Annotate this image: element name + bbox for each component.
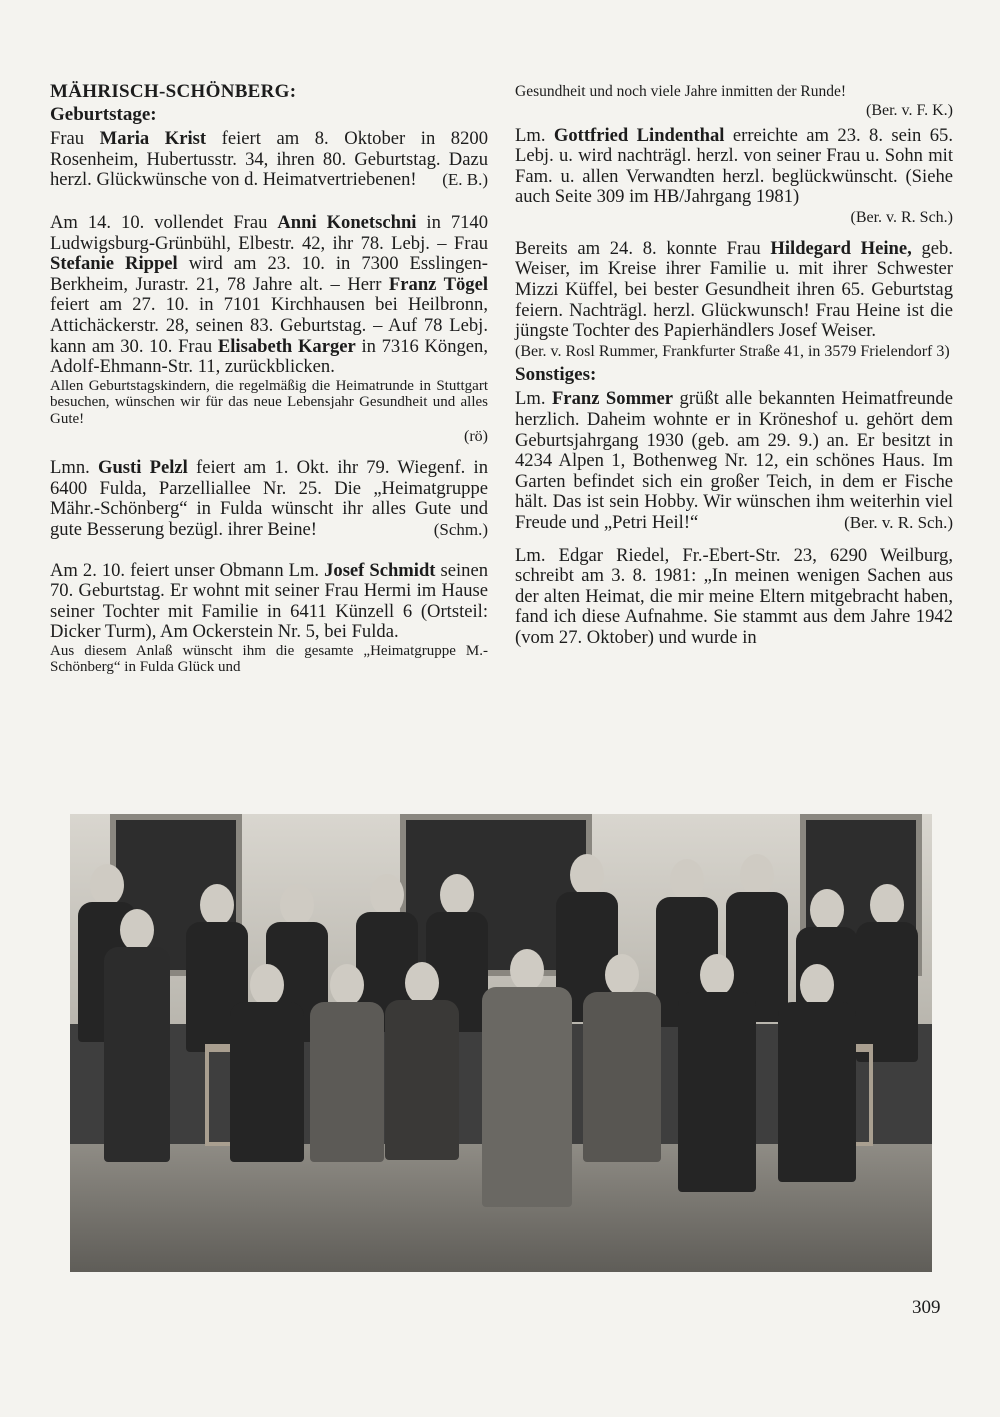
entry-hildegard-heine: Bereits am 24. 8. konnte Frau Hildegard Heine, geb. Weiser, im Kreise ihrer Familie u. mit ihrer Schwester Mizzi Küffel, bei bester Gesundheit ihren 65. Geburtstag feiern. Nachträgl. herzl. Glückwunsch! Frau Heine ist die jüngste Tochter des Papierhändlers Josef Weiser. (Ber. v. Rosl Rummer, Frankfurter Straße 41, in 3579 Frielendorf 3) [515,237,953,360]
right-column [515,84,953,661]
entry-maria-krist: Frau Maria Krist feiert am 8. Oktober in 8200 Rosenheim, Hubertusstr. 34, ihren 80. Geburtstag. Dazu herzl. Glückwünsche von d. Heimatvertriebenen! (E. B.) [50,128,488,191]
signature: (Ber. v. R. Sch.) [850,208,953,226]
signature: (rö) [464,428,488,446]
entry-gottfried-lindenthal: Lm. Gottfried Lindenthal erreichte am 23. 8. sein 65. Lebj. u. wird nachträgl. herzl. von seiner Frau u. Sohn mit Fam. u. allen Verwandten herzl. beglückwünscht. (Siehe auch Seite 309 im HB/Jahrgang 1981) (Ber. v. R. Sch.) [515,124,953,226]
group-photo [70,814,932,1272]
entry-edgar-riedel: Lm. Edgar Riedel, Fr.-Ebert-Str. 23, 6290 Weilburg, schreibt am 3. 8. 1981: „In meinen wenigen Sachen aus der alten Heimat, die mir meine Eltern mitgebracht haben, fand ich diese Aufnahme. Sie stammt aus dem Jahre 1942 (vom 27. Oktober) und wurde in [515,544,953,648]
subheading-misc: Sonstiges: [515,363,597,385]
signature: (Ber. v. F. K.) [865,101,953,119]
signature: (Ber. v. R. Sch.) [844,513,953,532]
name-maria-krist: Maria Krist [99,128,207,150]
section-heading: MÄHRISCH-SCHÖNBERG: [50,81,297,102]
entry-stuttgart-birthdays: Am 14. 10. vollendet Frau Anni Konetschni in 7140 Ludwigsburg-Grünbühl, Elbestr. 42, ihr 78. Lebj. – Frau Stefanie Rippel wird am 23. 10. in 7300 Esslingen-Berkheim, Jurastr. 21, 78 Jahre alt. – Herr Franz Tögel feiert am 27. 10. in 7101 Kirchhausen bei Heilbronn, Attichäckerstr. 28, seinen 83. Geburtstag. – Auf 78 Lebj. kann am 30. 10. Frau Elisabeth Karger in 7316 Köngen, Adolf-Ehmann-Str. 11, zurückblicken. Allen Geburtstagskindern, die regelmäßig die Heimatrunde in Stuttgart besuchen, wünschen wir für das neue Lebensjahr Gesundheit und alles Gute! (rö) [50,211,489,446]
entry-josef-schmidt: Am 2. 10. feiert unser Obmann Lm. Josef Schmidt seinen 70. Geburtstag. Er wohnt mit seiner Frau Hermi im Hause seiner Tochter mit Familie in 6411 Künzell 6 (Ortsteil: Dicker Turm), Am Ockerstein Nr. 5, bei Fulda. Aus diesem Anlaß wünscht ihm die gesamte „Heimatgruppe M.-Schönberg“ in Fulda Glück und [50,559,489,676]
entry-gusti-pelzl: Lmn. Gusti Pelzl feiert am 1. Okt. ihr 79. Wiegenf. in 6400 Fulda, Parzelliallee Nr. 25. Die „Heimatgruppe Mähr.-Schönberg“ in Fulda wünscht ihr alles Gute und gute Besserung bezügl. ihrer Beine! (Schm.) [50,457,488,540]
page-number: 309 [912,1297,941,1318]
left-column [50,82,488,688]
signature: (Schm.) [433,520,488,539]
subheading-birthdays: Geburtstage: [50,103,157,125]
entry-continuation: Gesundheit und noch viele Jahre inmitten der Runde! (Ber. v. F. K.) [515,83,953,119]
report-note: (Ber. v. Rosl Rummer, Frankfurter Straße 41, in 3579 Frielendorf 3) [515,342,950,360]
greeting-note: Allen Geburtstagskindern, die regelmäßig die Heimatrunde in Stuttgart besuchen, wünschen wir für das neue Lebensjahr Gesundheit und alles Gute! [50,377,488,427]
greeting-note: Aus diesem Anlaß wünscht ihm die gesamte „Heimatgruppe M.-Schönberg“ in Fulda Glück und [50,642,488,676]
signature: (E. B.) [442,170,488,190]
entry-franz-sommer: Lm. Franz Sommer grüßt alle bekannten Heimatfreunde herzlich. Daheim wohnte er in Kröneshof u. gehört dem Geburtsjahrgang 1930 (geb. am 29. 9.) an. Er besitzt in 4234 Alpen 1, Bothenweg Nr. 12, ein schönes Haus. Im Garten befindet sich ein großer Teich, in dem er Fische hält. Das ist sein Hobby. Wir wünschen ihm weiterhin viel Freude und „Petri Heil!“ (Ber. v. R. Sch.) [515,388,953,533]
